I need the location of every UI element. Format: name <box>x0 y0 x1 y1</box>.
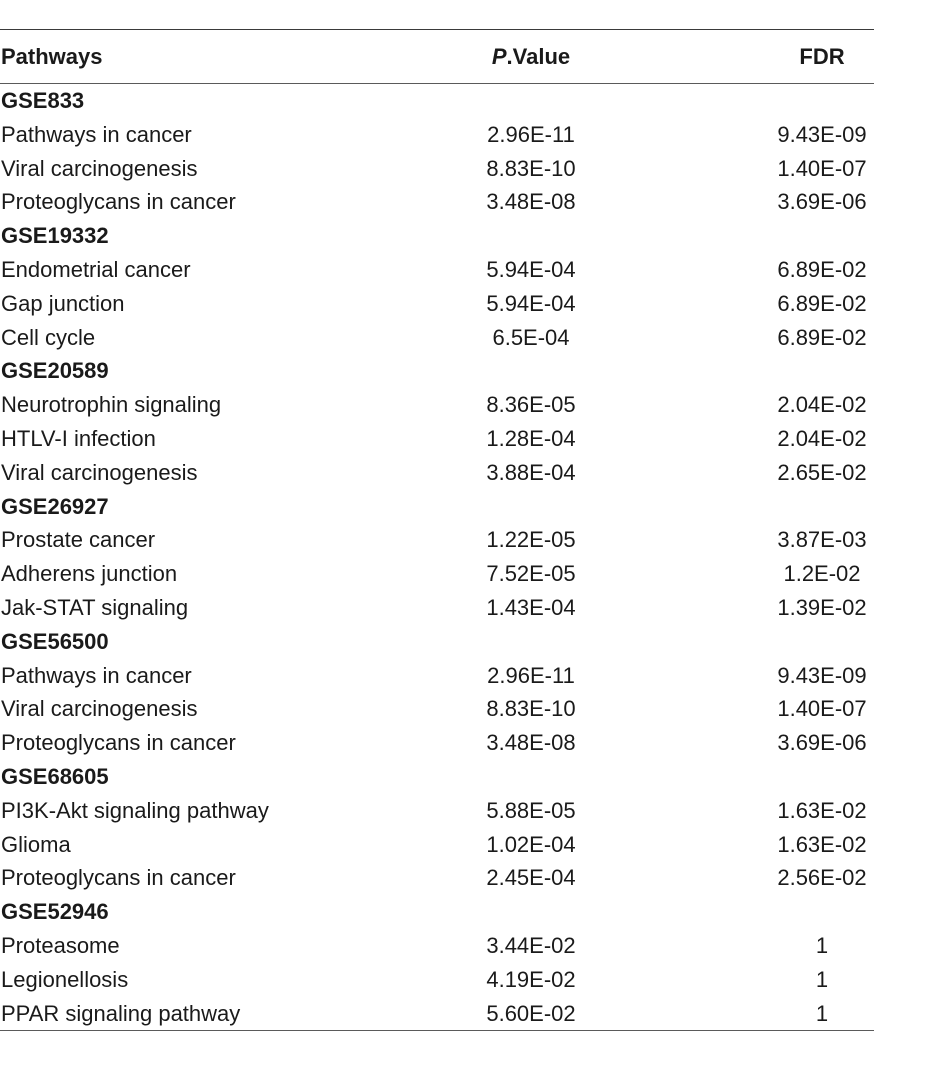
table-row <box>0 828 874 862</box>
pvalue-cell: 1.02E-04 <box>486 831 576 857</box>
group-name: GSE19332 <box>1 223 109 249</box>
group-row <box>0 219 874 253</box>
fdr-cell: 1.39E-02 <box>777 594 867 620</box>
group-name: GSE56500 <box>1 628 109 654</box>
pathway-cell: Glioma <box>1 831 71 857</box>
group-row <box>0 490 874 524</box>
header-pvalue-rest: .Value <box>506 44 571 69</box>
pathway-cell: Proteoglycans in cancer <box>1 730 236 756</box>
fdr-cell: 1.63E-02 <box>777 797 867 823</box>
fdr-cell: 2.56E-02 <box>777 865 867 891</box>
pvalue-cell: 3.44E-02 <box>486 932 576 958</box>
group-row <box>0 625 874 659</box>
table-row <box>0 591 874 625</box>
pathway-cell: Viral carcinogenesis <box>1 696 198 722</box>
pvalue-cell: 4.19E-02 <box>486 966 576 992</box>
table-row <box>0 321 874 355</box>
pathway-cell: PI3K-Akt signaling pathway <box>1 797 269 823</box>
pvalue-cell: 5.88E-05 <box>486 797 576 823</box>
header-pvalue <box>492 30 570 83</box>
table-row <box>0 659 874 693</box>
table-row <box>0 929 874 963</box>
table-row <box>0 152 874 186</box>
pathway-cell: Pathways in cancer <box>1 662 192 688</box>
pvalue-cell: 1.43E-04 <box>486 594 576 620</box>
pathway-cell: Proteoglycans in cancer <box>1 865 236 891</box>
pathway-cell: Proteoglycans in cancer <box>1 189 236 215</box>
fdr-cell: 9.43E-09 <box>777 662 867 688</box>
fdr-cell: 3.69E-06 <box>777 730 867 756</box>
pvalue-cell: 3.88E-04 <box>486 459 576 485</box>
pathway-cell: Neurotrophin signaling <box>1 392 222 418</box>
fdr-cell: 2.04E-02 <box>777 425 867 451</box>
fdr-cell: 6.89E-02 <box>777 324 867 350</box>
table-row <box>0 287 874 321</box>
table-row <box>0 794 874 828</box>
pathway-cell: Endometrial cancer <box>1 256 191 282</box>
table-row <box>0 997 874 1031</box>
header-row <box>0 30 874 83</box>
pathway-cell: Gap junction <box>1 290 125 316</box>
pvalue-cell: 1.28E-04 <box>486 425 576 451</box>
fdr-cell: 1.40E-07 <box>777 155 867 181</box>
table-row <box>0 523 874 557</box>
table-row <box>0 963 874 997</box>
header-fdr: FDR <box>799 44 845 69</box>
table-row <box>0 861 874 895</box>
group-name: GSE68605 <box>1 763 109 789</box>
fdr-cell: 3.87E-03 <box>777 527 867 553</box>
bottom-rule <box>0 1030 874 1031</box>
table-body <box>0 84 874 1030</box>
group-name: GSE20589 <box>1 358 109 384</box>
fdr-cell: 2.65E-02 <box>777 459 867 485</box>
group-row <box>0 760 874 794</box>
table-row <box>0 253 874 287</box>
pathway-cell: Cell cycle <box>1 324 96 350</box>
fdr-cell: 1 <box>815 932 829 958</box>
pathway-cell: PPAR signaling pathway <box>1 1000 241 1026</box>
pathway-cell: Viral carcinogenesis <box>1 459 198 485</box>
fdr-cell: 2.04E-02 <box>777 392 867 418</box>
fdr-cell: 1 <box>815 1000 829 1026</box>
table-row <box>0 456 874 490</box>
pathway-cell: Legionellosis <box>1 966 129 992</box>
pvalue-cell: 3.48E-08 <box>486 189 576 215</box>
fdr-cell: 1.2E-02 <box>783 561 861 587</box>
pathway-cell: HTLV-I infection <box>1 425 156 451</box>
pvalue-cell: 8.83E-10 <box>486 696 576 722</box>
table-row <box>0 388 874 422</box>
group-row <box>0 84 874 118</box>
pvalue-cell: 2.96E-11 <box>487 121 575 147</box>
table-row <box>0 692 874 726</box>
pvalue-cell: 1.22E-05 <box>486 527 576 553</box>
fdr-cell: 6.89E-02 <box>777 290 867 316</box>
pathway-cell: Jak-STAT signaling <box>1 594 189 620</box>
group-name: GSE26927 <box>1 493 109 519</box>
header-pathways: Pathways <box>1 44 103 69</box>
group-name: GSE833 <box>1 88 85 113</box>
table-row <box>0 118 874 152</box>
pathway-cell: Prostate cancer <box>1 527 156 553</box>
table-row <box>0 185 874 219</box>
pvalue-cell: 6.5E-04 <box>492 324 570 350</box>
pvalue-cell: 3.48E-08 <box>486 730 576 756</box>
pathway-cell: Proteasome <box>1 932 120 958</box>
group-row <box>0 895 874 929</box>
fdr-cell: 1.40E-07 <box>777 696 867 722</box>
pathway-cell: Viral carcinogenesis <box>1 155 198 181</box>
fdr-cell: 1.63E-02 <box>777 831 867 857</box>
pvalue-cell: 2.45E-04 <box>486 865 576 891</box>
group-name: GSE52946 <box>1 899 109 925</box>
pvalue-cell: 8.83E-10 <box>486 155 576 181</box>
table-row <box>0 422 874 456</box>
fdr-cell: 6.89E-02 <box>777 256 867 282</box>
pvalue-cell: 5.94E-04 <box>486 256 576 282</box>
table-row <box>0 726 874 760</box>
pathway-table <box>0 29 874 1031</box>
pvalue-cell: 8.36E-05 <box>486 392 576 418</box>
fdr-cell: 3.69E-06 <box>777 189 867 215</box>
pvalue-cell: 7.52E-05 <box>486 561 576 587</box>
pvalue-cell: 5.60E-02 <box>486 1000 576 1026</box>
pvalue-cell: 2.96E-11 <box>487 662 575 688</box>
group-row <box>0 354 874 388</box>
pathway-cell: Pathways in cancer <box>1 121 192 147</box>
fdr-cell: 9.43E-09 <box>777 121 867 147</box>
fdr-cell: 1 <box>815 966 829 992</box>
table-row <box>0 557 874 591</box>
header-pvalue-italic: P <box>491 44 507 69</box>
pvalue-cell: 5.94E-04 <box>486 290 576 316</box>
pathway-cell: Adherens junction <box>1 561 178 587</box>
